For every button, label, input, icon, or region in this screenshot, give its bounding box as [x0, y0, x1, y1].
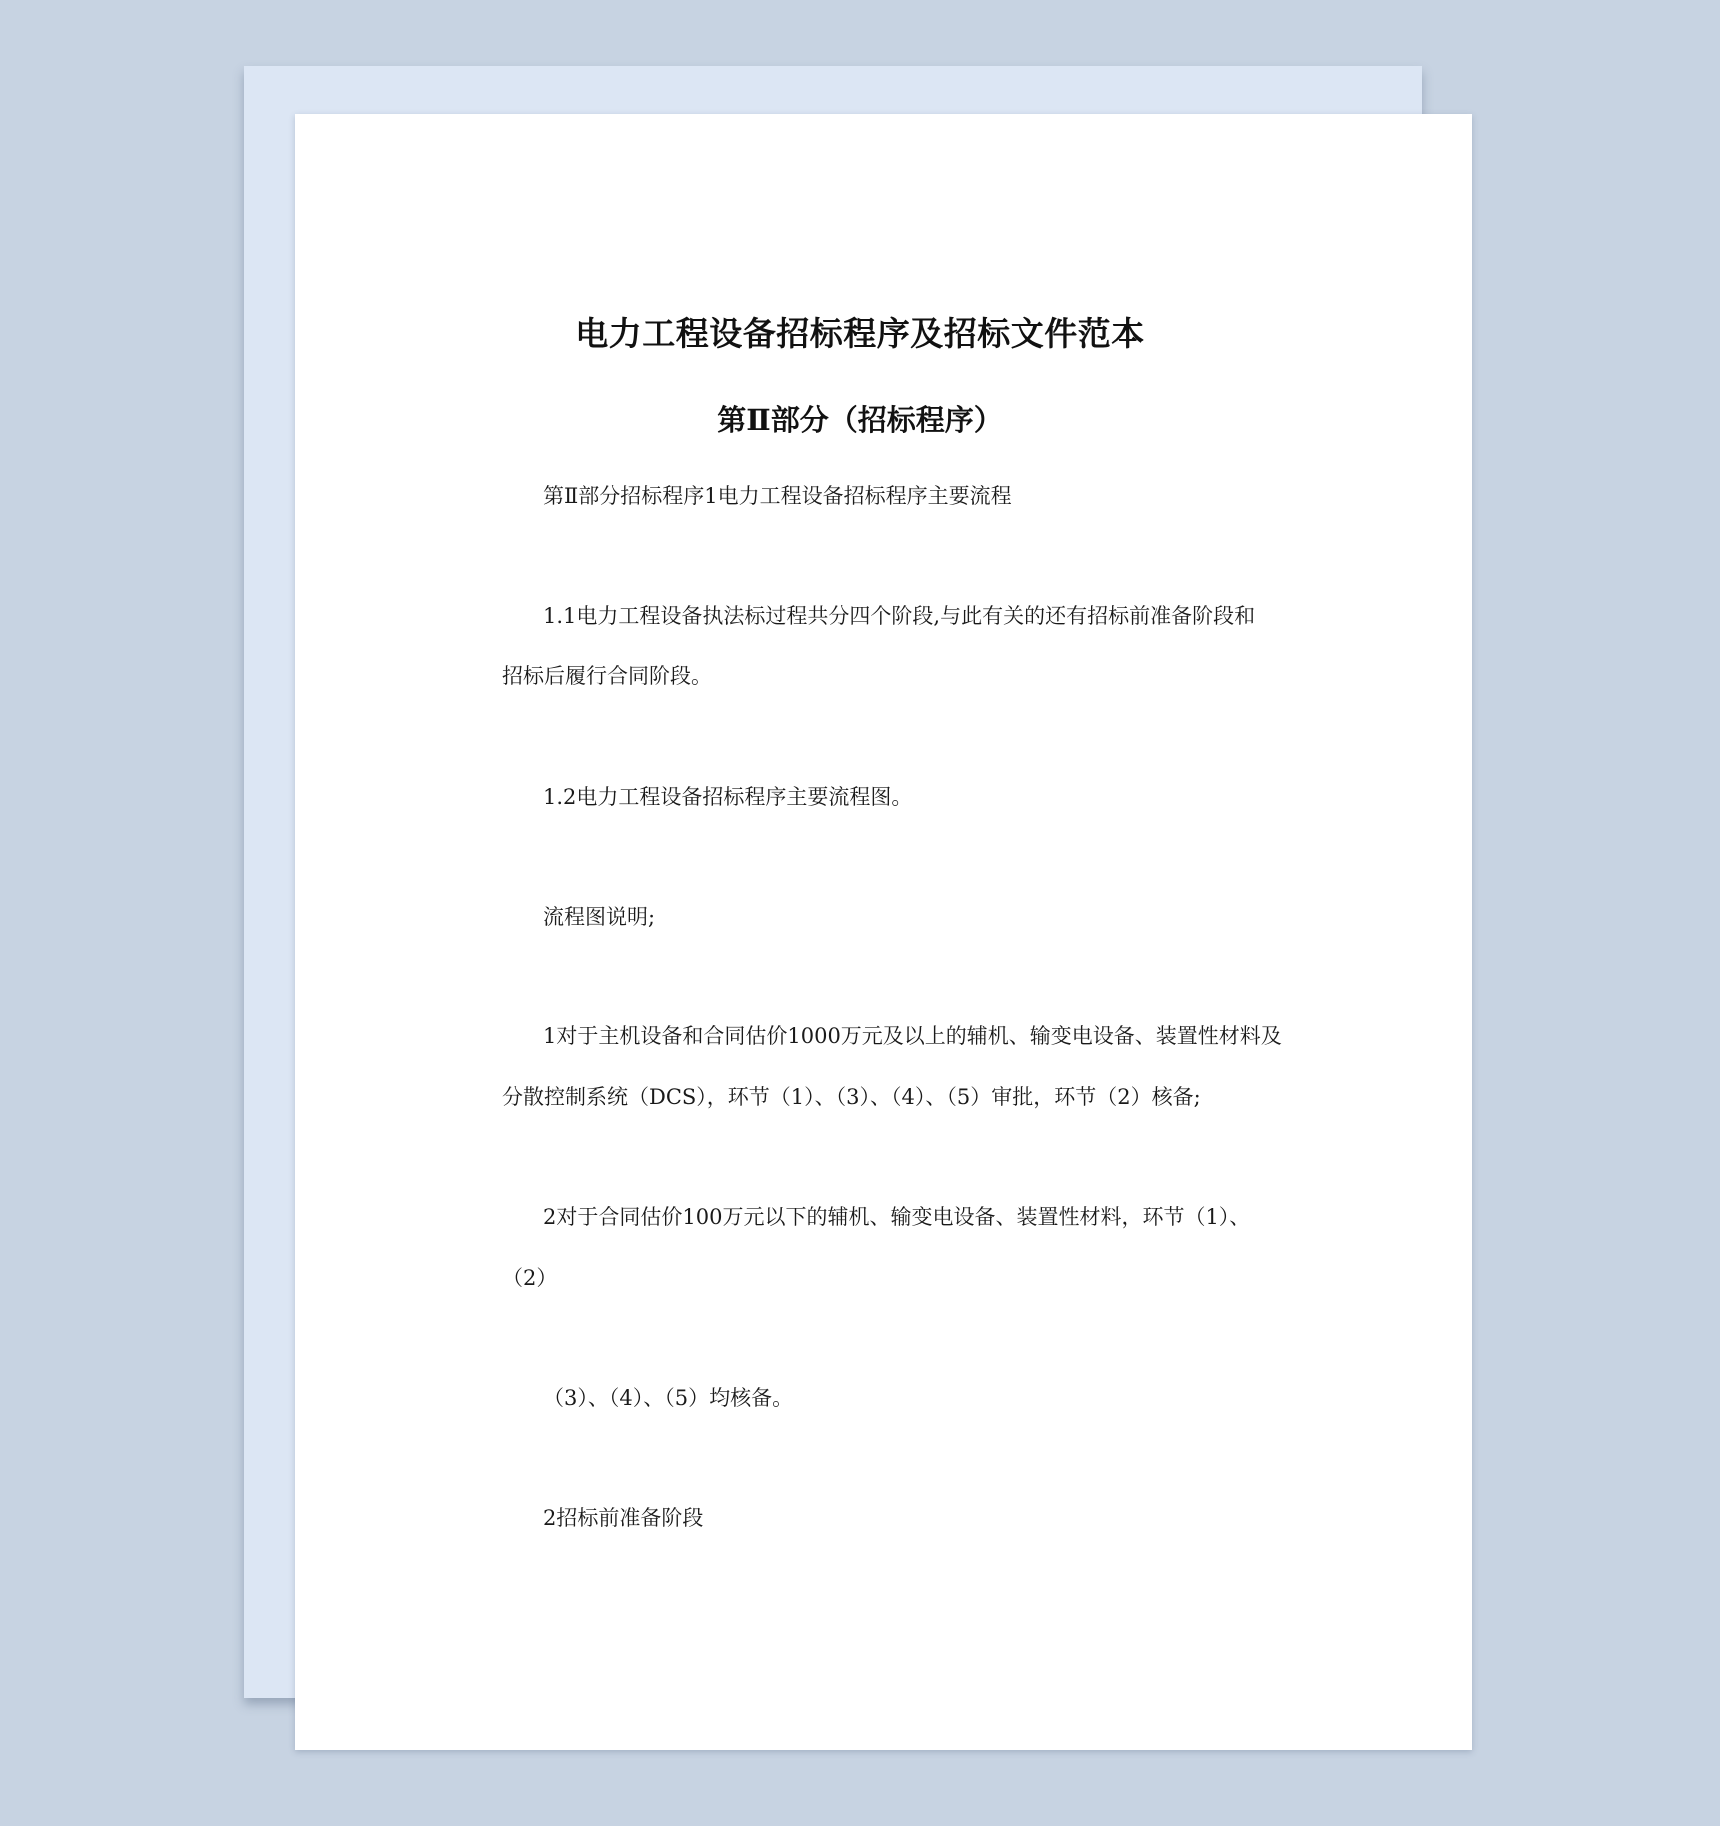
text-line-7: 分散控制系统（DCS），环节（1）、（3）、（4）、（5）审批，环节（2）核备;	[502, 1085, 1201, 1109]
text-line-4: 1.2电力工程设备招标程序主要流程图。	[543, 785, 913, 809]
text-line-1: 第Ⅱ部分招标程序1电力工程设备招标程序主要流程	[543, 484, 1012, 508]
document-title: 电力工程设备招标程序及招标文件范本	[575, 314, 1145, 353]
document-subtitle: 第Ⅱ部分（招标程序）	[717, 403, 1003, 437]
document-page	[295, 114, 1472, 1750]
text-line-11: 2招标前准备阶段	[543, 1506, 704, 1530]
text-line-6: 1对于主机设备和合同估价1000万元及以上的辅机、输变电设备、装置性材料及	[543, 1024, 1282, 1048]
text-line-3: 招标后履行合同阶段。	[502, 664, 712, 688]
text-line-5: 流程图说明;	[543, 905, 656, 929]
text-line-9: （2）	[502, 1266, 558, 1290]
text-line-2: 1.1电力工程设备执法标过程共分四个阶段,与此有关的还有招标前准备阶段和	[543, 604, 1256, 628]
text-line-8: 2对于合同估价100万元以下的辅机、输变电设备、装置性材料，环节（1）、	[543, 1205, 1251, 1229]
text-line-10: （3）、（4）、（5）均核备。	[543, 1386, 794, 1410]
